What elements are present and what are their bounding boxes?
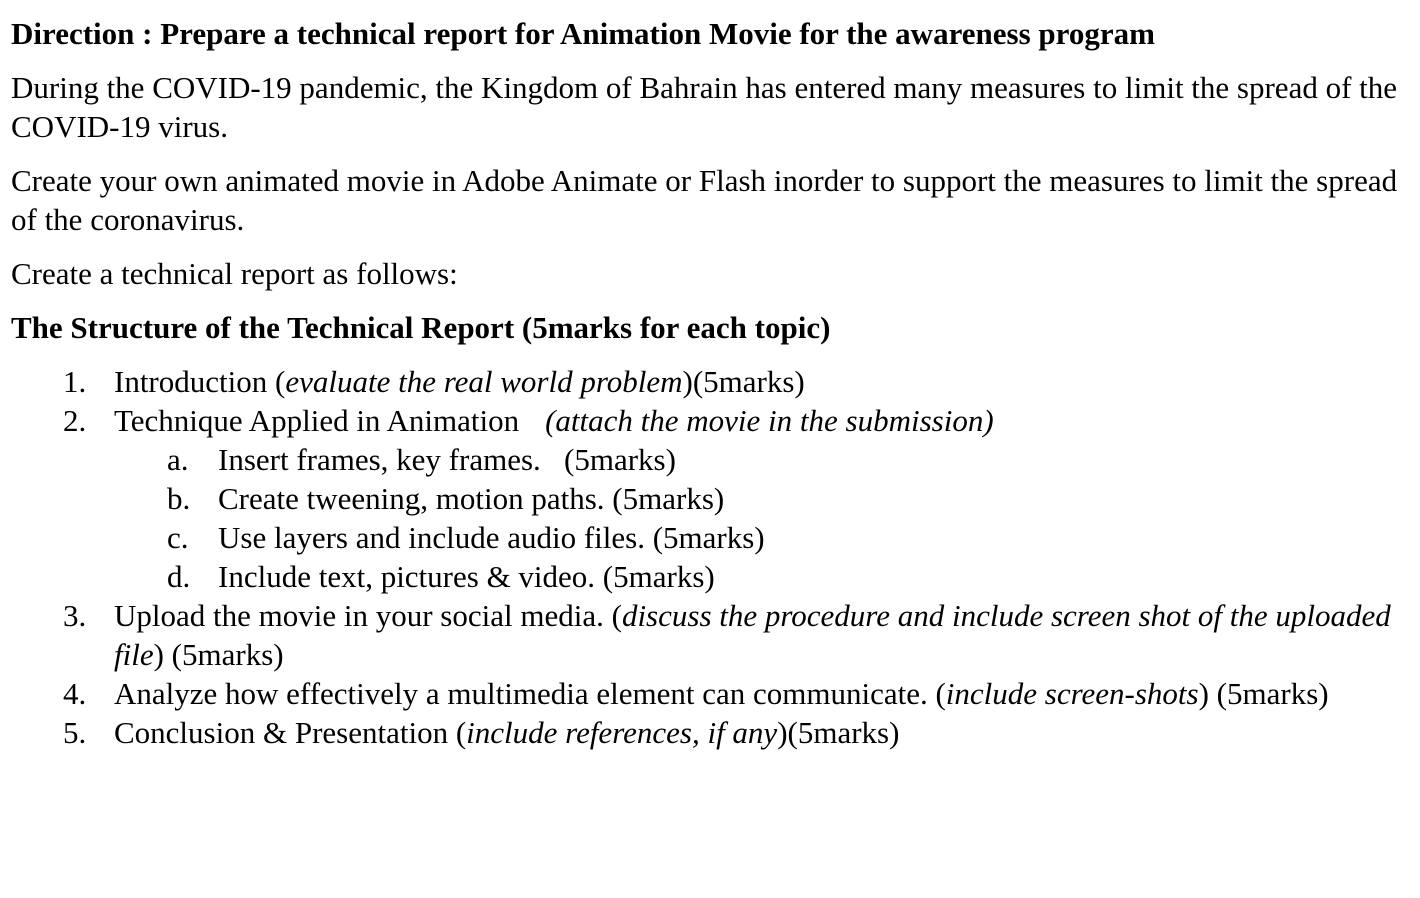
sub-list-text: Include text, pictures & video. (5marks) bbox=[218, 559, 715, 594]
list-item bbox=[11, 596, 1416, 674]
list-item-number: 5. bbox=[63, 715, 87, 750]
list-item-text: Technique Applied in Animation bbox=[114, 403, 520, 438]
paragraph-report-intro: Create a technical report as follows: bbox=[11, 256, 458, 291]
sub-list-text: Use layers and include audio files. (5marks) bbox=[218, 520, 765, 555]
sub-list-letter: b. bbox=[167, 481, 191, 516]
sub-list-item bbox=[114, 440, 1416, 479]
sub-list-item bbox=[114, 479, 1416, 518]
list-item-number: 1. bbox=[63, 364, 87, 399]
sub-list-letter: a. bbox=[167, 442, 189, 477]
report-structure-list bbox=[11, 362, 1416, 752]
list-item-text: Introduction ( bbox=[114, 364, 286, 399]
sub-list-item bbox=[114, 518, 1416, 557]
list-item-marks: ) (5marks) bbox=[1198, 676, 1329, 711]
structure-heading: The Structure of the Technical Report (5marks for each topic) bbox=[11, 310, 831, 345]
list-item-text: Analyze how effectively a multimedia element can communicate. ( bbox=[114, 676, 946, 711]
list-item-italic-note: include screen-shots bbox=[945, 676, 1199, 711]
list-item-marks: ) (5marks) bbox=[153, 637, 284, 672]
list-item-italic-note: evaluate the real world problem bbox=[285, 364, 683, 399]
sub-list-letter: d. bbox=[167, 559, 191, 594]
list-item-italic-note: (attach the movie in the submission) bbox=[545, 403, 994, 438]
list-item-italic-note: discuss the procedure and include screen shot of the uploaded file bbox=[114, 598, 1391, 672]
sub-list-text: Insert frames, key frames. (5marks) bbox=[218, 442, 676, 477]
list-item-number: 3. bbox=[63, 598, 87, 633]
list-item-italic-note: include references, if any bbox=[466, 715, 778, 750]
list-item-number: 2. bbox=[63, 403, 87, 438]
paragraph-task: Create your own animated movie in Adobe Animate or Flash inorder to support the measures to limit the spread of the coronavirus. bbox=[11, 163, 1398, 237]
list-item bbox=[11, 401, 1416, 596]
list-item-number: 4. bbox=[63, 676, 87, 711]
sub-list-letter: c. bbox=[167, 520, 189, 555]
list-item-text: Upload the movie in your social media. ( bbox=[114, 598, 622, 633]
list-item bbox=[11, 674, 1416, 713]
list-item-text: Conclusion & Presentation ( bbox=[114, 715, 467, 750]
list-item-marks: )(5marks) bbox=[682, 364, 805, 399]
direction-heading: Direction : Prepare a technical report for Animation Movie for the awareness program bbox=[11, 16, 1155, 51]
sub-list-text: Create tweening, motion paths. (5marks) bbox=[218, 481, 725, 516]
list-item bbox=[11, 713, 1416, 752]
paragraph-context: During the COVID-19 pandemic, the Kingdom of Bahrain has entered many measures to limit the spread of the COVID-19 virus. bbox=[11, 70, 1398, 144]
technique-sublist bbox=[114, 440, 1416, 596]
sub-list-item bbox=[114, 557, 1416, 596]
list-item bbox=[11, 362, 1416, 401]
list-item-marks: )(5marks) bbox=[777, 715, 900, 750]
